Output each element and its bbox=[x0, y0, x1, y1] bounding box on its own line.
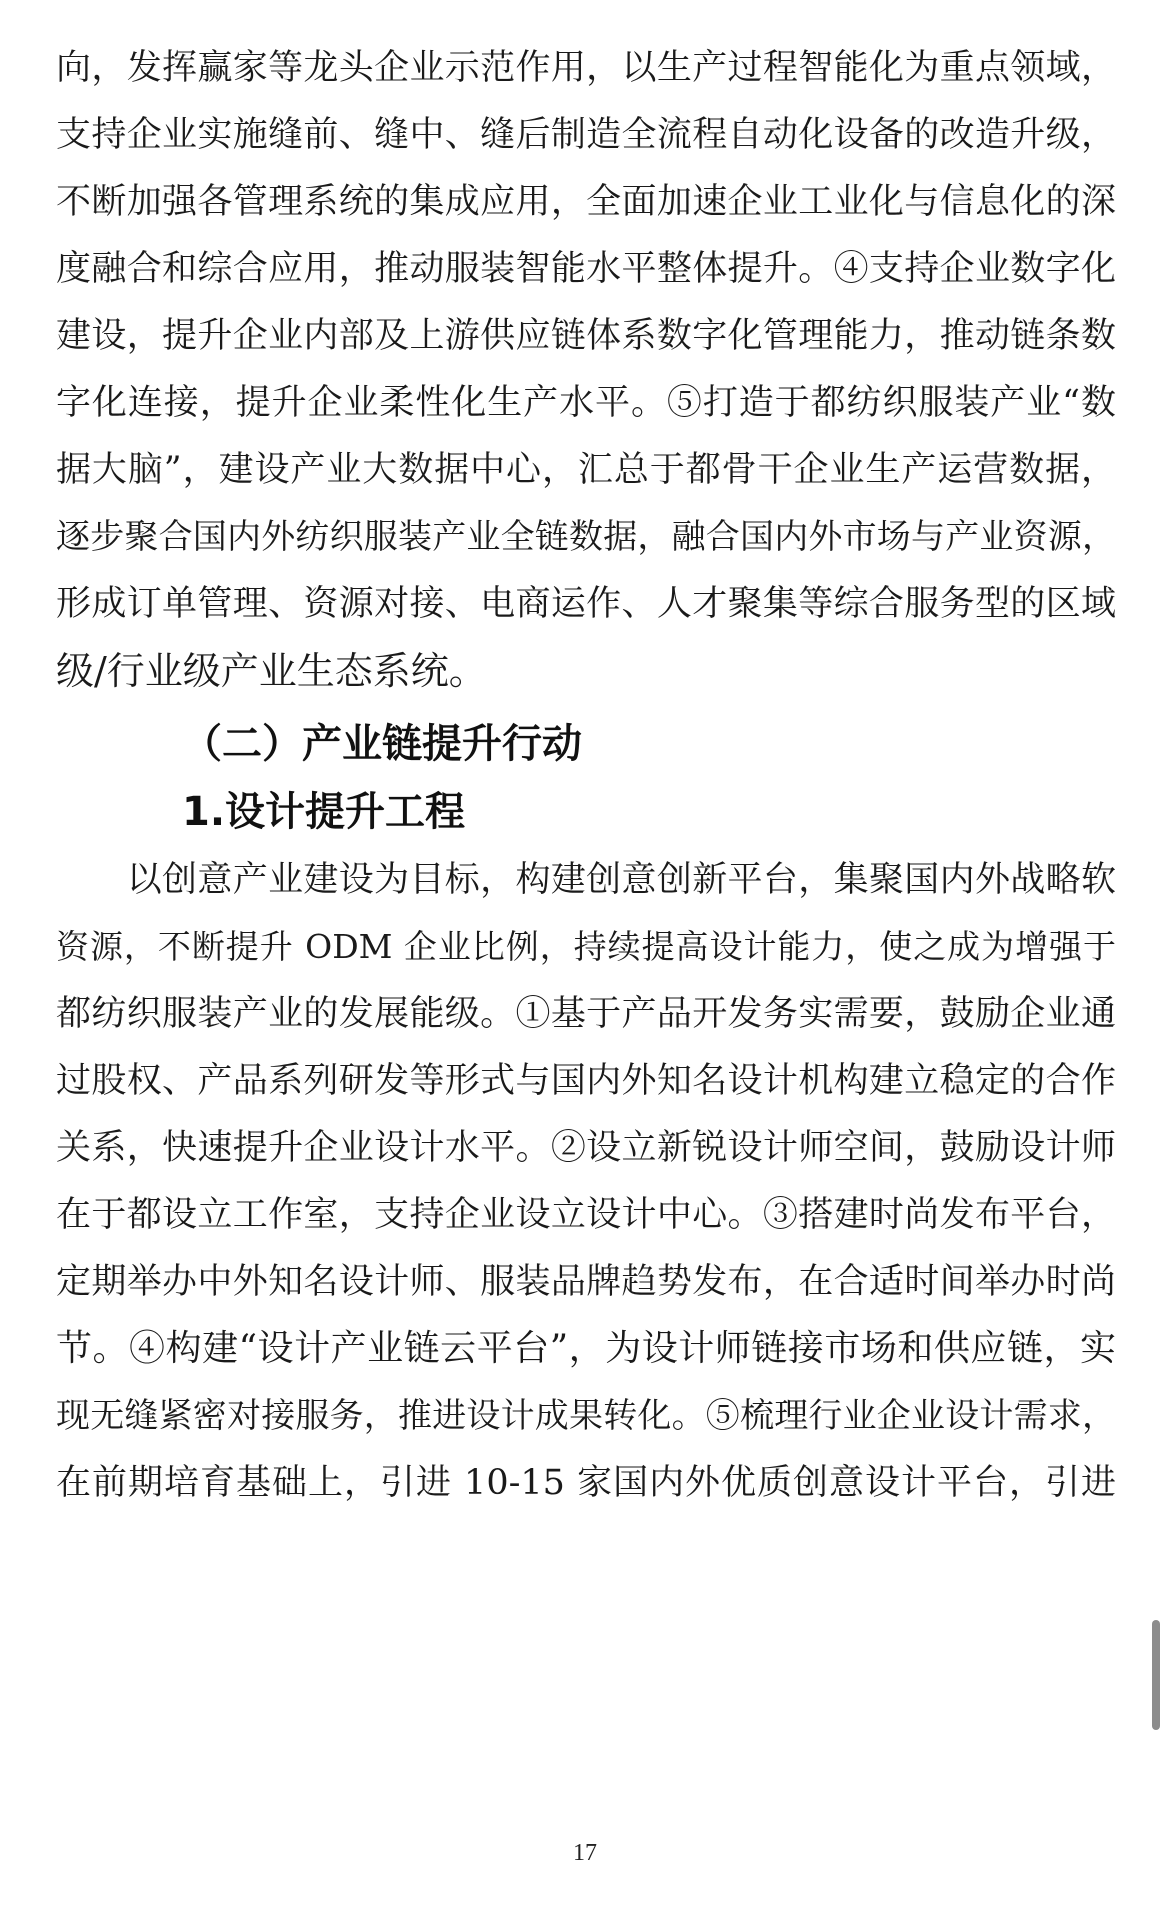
body-text-line: 关系，快速提升企业设计水平。②设立新锐设计师空间，鼓励设计师 bbox=[56, 1128, 1116, 1168]
body-text-line: 形成订单管理、资源对接、电商运作、人才聚集等综合服务型的区域 bbox=[56, 584, 1116, 624]
body-text-line: 不断加强各管理系统的集成应用，全面加速企业工业化与信息化的深 bbox=[56, 182, 1116, 222]
body-text-line: 逐步聚合国内外纺织服装产业全链数据，融合国内外市场与产业资源， bbox=[56, 517, 1116, 557]
body-text-line: 定期举办中外知名设计师、服装品牌趋势发布，在合适时间举办时尚 bbox=[56, 1262, 1116, 1302]
body-text-line: 以创意产业建设为目标，构建创意创新平台，集聚国内外战略软 bbox=[56, 860, 1116, 900]
body-text-line: 在于都设立工作室，支持企业设立设计中心。③搭建时尚发布平台， bbox=[56, 1195, 1116, 1235]
body-text-line: 支持企业实施缝前、缝中、缝后制造全流程自动化设备的改造升级， bbox=[56, 115, 1116, 155]
subsection-heading: 1.设计提升工程 bbox=[182, 789, 466, 835]
body-text-line: 字化连接，提升企业柔性化生产水平。⑤打造于都纺织服装产业“数 bbox=[56, 383, 1116, 423]
body-text-line: 资源，不断提升 ODM 企业比例，持续提高设计能力，使之成为增强于 bbox=[56, 927, 1116, 966]
body-text-line: 节。④构建“设计产业链云平台”，为设计师链接市场和供应链，实 bbox=[56, 1328, 1116, 1369]
vertical-scrollbar[interactable] bbox=[1152, 1620, 1160, 1730]
body-text-line: 据大脑”，建设产业大数据中心，汇总于都骨干企业生产运营数据， bbox=[56, 450, 1116, 490]
section-heading: （二）产业链提升行动 bbox=[182, 721, 582, 767]
body-text-line: 向，发挥赢家等龙头企业示范作用，以生产过程智能化为重点领域， bbox=[56, 48, 1116, 88]
body-text-line: 都纺织服装产业的发展能级。①基于产品开发务实需要，鼓励企业通 bbox=[56, 994, 1116, 1034]
body-text-line: 级/行业级产业生态系统。 bbox=[56, 649, 487, 693]
body-text-line: 建设，提升企业内部及上游供应链体系数字化管理能力，推动链条数 bbox=[56, 316, 1116, 356]
body-text-line: 度融合和综合应用，推动服装智能水平整体提升。④支持企业数字化 bbox=[56, 249, 1116, 289]
body-text-line: 现无缝紧密对接服务，推进设计成果转化。⑤梳理行业企业设计需求， bbox=[56, 1396, 1116, 1436]
body-text-line: 在前期培育基础上，引进 10-15 家国内外优质创意设计平台，引进 bbox=[56, 1463, 1116, 1503]
page-number: 17 bbox=[573, 1840, 597, 1866]
body-text-line: 过股权、产品系列研发等形式与国内外知名设计机构建立稳定的合作 bbox=[56, 1061, 1116, 1101]
